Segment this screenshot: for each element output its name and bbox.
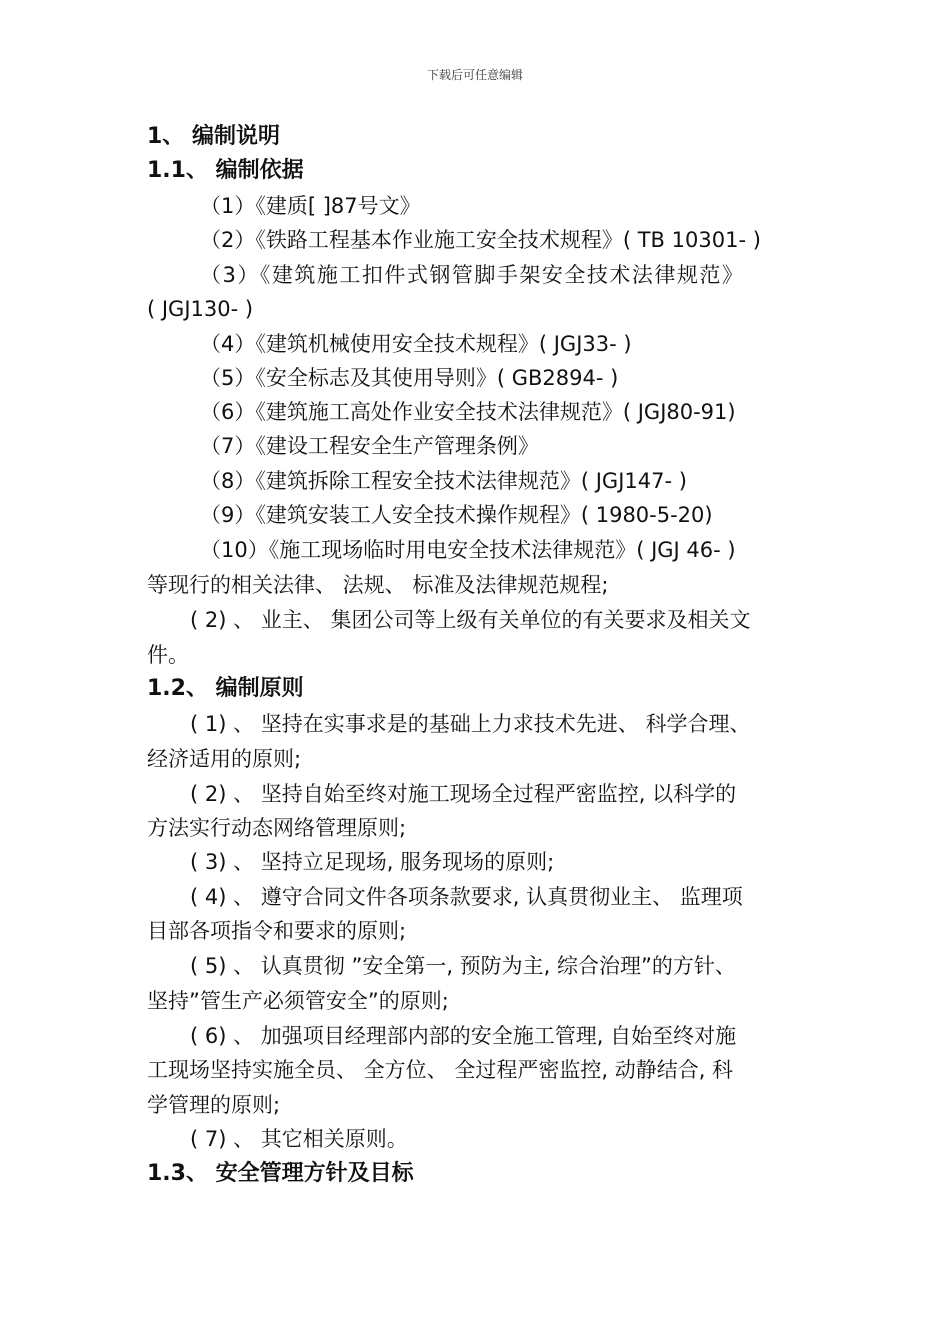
page-header: 下载后可任意编辑 (426, 68, 523, 82)
reference-item: （5）《安全标志及其使用导则》( GB2894- ) (200, 366, 619, 390)
principle-line: ( 7) 、 其它相关原则。 (190, 1127, 408, 1151)
reference-item: （6）《建筑施工高处作业安全技术法律规范》( JGJ80-91) (200, 400, 736, 424)
principle-line: ( 6) 、 加强项目经理部内部的安全施工管理, 自始至终对施 (190, 1024, 737, 1048)
principle-line: 经济适用的原则; (147, 747, 302, 771)
reference-item: （3）《建筑施工扣件式钢管脚手架安全技术法律规范》 (200, 263, 745, 287)
reference-item: （10）《施工现场临时用电安全技术法律规范》( JGJ 46- ) (200, 538, 736, 562)
principle-line: 坚持”管生产必须管安全”的原则; (147, 989, 449, 1013)
principle-line: 工现场坚持实施全员、 全方位、 全过程严密监控, 动静结合, 科 (147, 1058, 734, 1082)
principle-line: ( 1) 、 坚持在实事求是的基础上力求技术先进、 科学合理、 (190, 712, 751, 736)
principle-line: ( 5) 、 认真贯彻 ”安全第一, 预防为主, 综合治理”的方针、 (190, 954, 736, 978)
subsection-heading-1-2: 1.2、 编制原则 (147, 676, 304, 701)
paragraph-line: 等现行的相关法律、 法规、 标准及法律规范规程; (147, 573, 609, 597)
reference-item: （7）《建设工程安全生产管理条例》 (200, 434, 539, 458)
subsection-heading-1-1: 1.1、 编制依据 (147, 158, 304, 183)
principle-line: ( 2) 、 坚持自始至终对施工现场全过程严密监控, 以科学的 (190, 782, 737, 806)
principle-line: ( 4) 、 遵守合同文件各项条款要求, 认真贯彻业主、 监理项 (190, 885, 743, 909)
reference-item-continued: ( JGJ130- ) (147, 297, 254, 321)
reference-item: （4）《建筑机械使用安全技术规程》( JGJ33- ) (200, 332, 632, 356)
principle-line: ( 3) 、 坚持立足现场, 服务现场的原则; (190, 850, 555, 874)
section-heading-1: 1、 编制说明 (147, 124, 280, 149)
reference-item: （9）《建筑安装工人安全技术操作规程》( 1980-5-20) (200, 503, 713, 527)
paragraph-line: 件。 (147, 643, 189, 667)
principle-line: 目部各项指令和要求的原则; (147, 919, 407, 943)
subsection-heading-1-3: 1.3、 安全管理方针及目标 (147, 1161, 414, 1186)
reference-item: （8）《建筑拆除工程安全技术法律规范》( JGJ147- ) (200, 469, 687, 493)
reference-item: （2）《铁路工程基本作业施工安全技术规程》( TB 10301- ) (200, 228, 761, 252)
principle-line: 方法实行动态网络管理原则; (147, 816, 407, 840)
paragraph-line: ( 2) 、 业主、 集团公司等上级有关单位的有关要求及相关文 (190, 608, 751, 632)
reference-item: （1）《建质[ ]87号文》 (200, 194, 421, 218)
principle-line: 学管理的原则; (147, 1093, 281, 1117)
